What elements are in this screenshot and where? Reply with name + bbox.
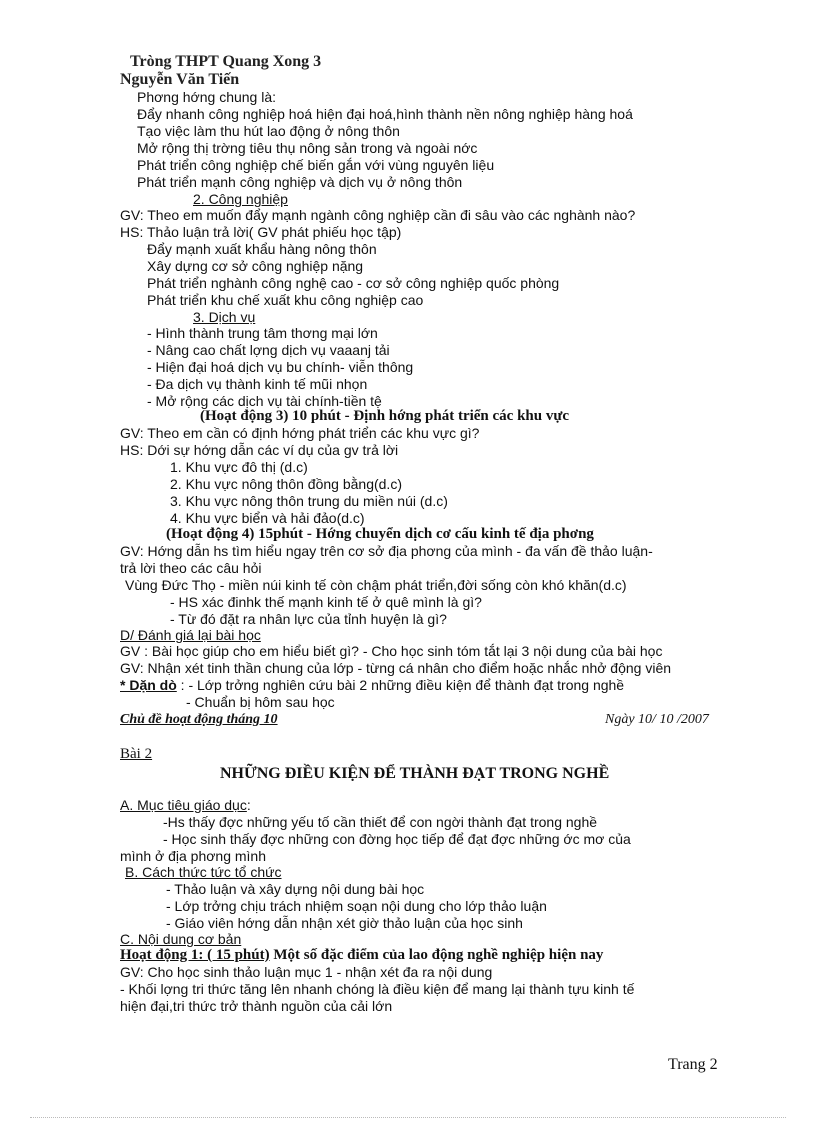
list-item: Phát triển khu chế xuất khu công nghiệp cao: [147, 292, 424, 308]
lesson-date: Ngày 10/ 10 /2007: [605, 712, 709, 727]
student-answer: HS: Dới sự hớng dẫn các ví dụ của gv trả lời: [120, 442, 399, 458]
activity-1-label: Hoạt động 1: ( 15 phút): [120, 947, 270, 963]
list-item: Xây dựng cơ sở công nghiệp nặng: [147, 258, 364, 274]
lesson-number: Bài 2: [120, 746, 153, 762]
activity-1-topic: Một số đặc điểm của lao động nghề nghiệp hiện nay: [273, 947, 604, 963]
homework-task: - Chuẩn bị hôm sau học: [186, 694, 335, 710]
list-item: Đẩy nhanh công nghiệp hoá hiện đại hoá,hình thành nền nông nghiệp hàng hoá: [137, 106, 633, 122]
teacher-question: GV: Theo em muốn đẩy mạnh ngành công nghiệp cần đi sâu vào các nghành nào?: [120, 207, 636, 223]
activity-3-title: (Hoạt động 3) 10 phút - Định hớng phát triển các khu vực: [200, 408, 570, 424]
objective-line: - Học sinh thấy đợc những con đờng học tiếp để đạt đợc những ớc mơ của: [163, 831, 631, 847]
content-point-cont: hiện đại,tri thức trở thành nguồn của cải lớn: [120, 998, 393, 1014]
teacher-guide: GV: Hớng dẫn hs tìm hiểu ngay trên cơ sở địa phơng của mình - đa vấn đề thảo luận-: [120, 543, 653, 559]
homework-task: : - Lớp trởng nghiên cứu bài 2 những điều kiện để thành đạt trong nghề: [180, 677, 625, 693]
objectives-colon: :: [246, 797, 251, 813]
lesson-title: NHỮNG ĐIỀU KIỆN ĐỂ THÀNH ĐẠT TRONG NGHỀ: [220, 765, 610, 782]
list-item: Tạo việc làm thu hút lao động ở nông thôn: [137, 123, 400, 139]
content-point: - Khối lợng tri thức tăng lên nhanh chóng là điều kiện để mang lại thành tựu kinh tế: [120, 981, 635, 997]
list-item: 2. Khu vực nông thôn đồng bằng(d.c): [170, 476, 402, 492]
method-item: - Thảo luận và xây dựng nội dung bài học: [166, 881, 425, 897]
activity-1-heading: [120, 947, 603, 964]
activity-4-title: (Hoạt động 4) 15phút - Hớng chuyển dịch cơ cấu kinh tế địa phơng: [166, 526, 594, 542]
discussion-question: - HS xác đinhk thế mạnh kinh tế ở quê mình là gì?: [170, 594, 482, 610]
content-title: C. Nội dung cơ bản: [120, 931, 242, 947]
methods-title: B. Cách thức tức tổ chức: [125, 864, 282, 880]
objective-line: mình ở địa phơng mình: [120, 848, 266, 864]
list-item: 4. Khu vực biển và hải đảo(d.c): [170, 510, 365, 526]
method-item: - Giáo viên hớng dẫn nhận xét giờ thảo luận của học sinh: [166, 915, 523, 931]
discussion-question: - Từ đó đặt ra nhân lực của tỉnh huyện là gì?: [170, 611, 447, 627]
evaluation-line: GV: Nhận xét tinh thần chung của lớp - từng cá nhân cho điểm hoặc nhắc nhở động viên: [120, 660, 672, 676]
list-item: Đẩy mạnh xuất khẩu hàng nông thôn: [147, 241, 377, 257]
list-item: - Hiện đại hoá dịch vụ bu chính- viễn thông: [147, 359, 414, 375]
evaluation-title: D/ Đánh giá lại bài học: [120, 627, 261, 643]
teacher-guide-cont: trả lời theo các câu hỏi: [120, 560, 262, 576]
list-item: Phát triển nghành công nghệ cao - cơ sở công nghiệp quốc phòng: [147, 275, 560, 291]
homework-label: * Dặn dò: [120, 677, 177, 693]
teacher-instruction: GV: Cho học sinh thảo luận mục 1 - nhận xét đa ra nội dung: [120, 964, 493, 980]
page-edge-divider: [30, 1117, 786, 1118]
objectives-heading: [120, 797, 251, 814]
page-number: Trang 2: [668, 1056, 718, 1073]
section-title-industry: 2. Công nghiệp: [193, 191, 288, 207]
list-item: - Mở rộng các dịch vụ tài chính-tiền tệ: [147, 393, 382, 409]
orientation-intro: Phơng hớng chung là:: [137, 89, 277, 105]
list-item: Phát triển mạnh công nghiệp và dịch vụ ở nông thôn: [137, 174, 463, 190]
list-item: 3. Khu vực nông thôn trung du miền núi (d.c): [170, 493, 448, 509]
homework-line: [120, 677, 624, 694]
monthly-topic: Chủ đề hoạt động tháng 10: [120, 712, 278, 727]
student-answer: HS: Thảo luận trả lời( GV phát phiếu học tập): [120, 224, 402, 240]
section-title-services: 3. Dịch vụ: [193, 309, 256, 325]
list-item: - Hình thành trung tâm thơng mại lớn: [147, 325, 378, 341]
list-item: - Đa dịch vụ thành kinh tế mũi nhọn: [147, 376, 368, 392]
teacher-question: GV: Theo em cần có định hớng phát triển các khu vực gì?: [120, 425, 480, 441]
school-name: Tròng THPT Quang Xong 3: [130, 53, 322, 70]
teacher-name: Nguyễn Văn Tiến: [120, 71, 240, 88]
objective-line: -Hs thấy đợc những yếu tố cần thiết để con ngời thành đạt trong nghề: [163, 814, 598, 830]
objectives-title: A. Mục tiêu giáo dục: [120, 797, 247, 813]
method-item: - Lớp trởng chịu trách nhiệm soạn nội dung cho lớp thảo luận: [166, 898, 547, 914]
evaluation-line: GV : Bài học giúp cho em hiểu biết gì? - Cho học sinh tóm tắt lại 3 nội dung của bài học: [120, 643, 663, 659]
region-note: Vùng Đức Thọ - miền núi kinh tế còn chậm phát triển,đời sống còn khó khăn(d.c): [125, 577, 627, 593]
list-item: Phát triển công nghiệp chế biến gắn với vùng nguyên liệu: [137, 157, 495, 173]
list-item: 1. Khu vực đô thị (d.c): [170, 459, 308, 475]
list-item: - Nâng cao chất lợng dịch vụ vaaanj tải: [147, 342, 390, 358]
list-item: Mở rộng thị trờng tiêu thụ nông sản trong và ngoài nớc: [137, 140, 478, 156]
